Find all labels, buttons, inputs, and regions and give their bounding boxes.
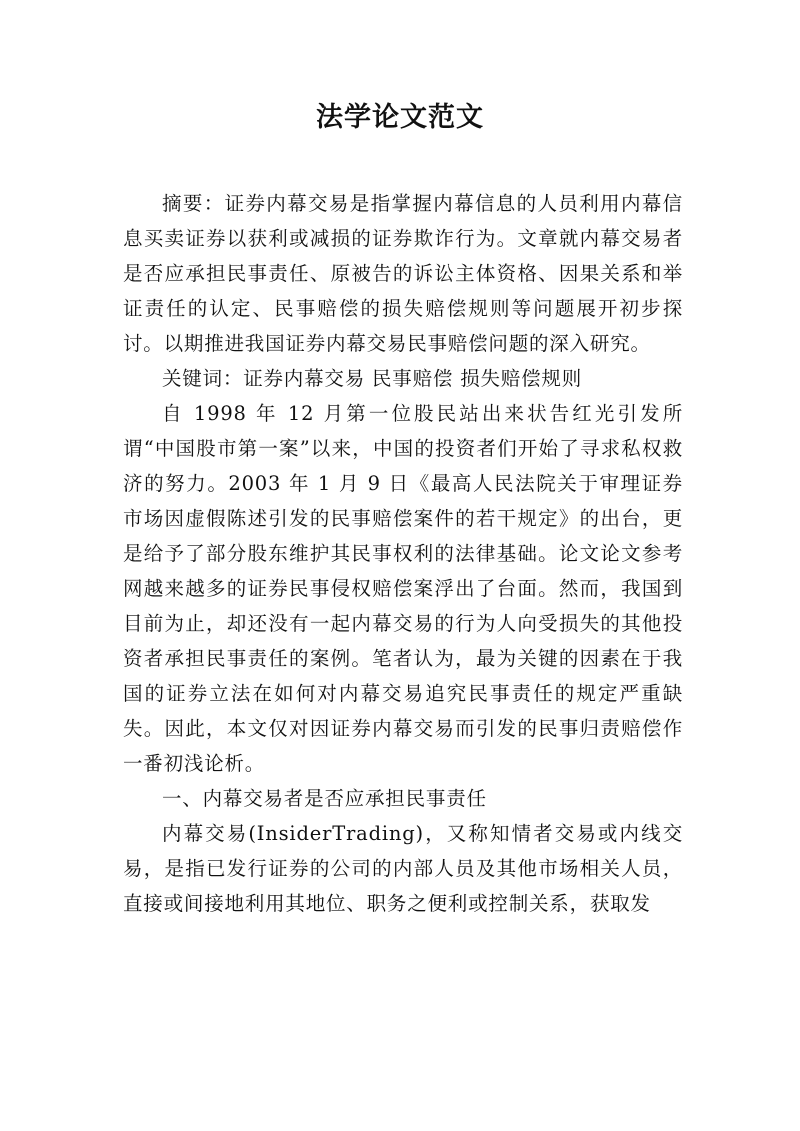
keywords-paragraph: 关键词：证券内幕交易 民事赔偿 损失赔偿规则	[162, 367, 582, 390]
abstract-paragraph: 摘要：证券内幕交易是指掌握内幕信息的人员利用内幕信息买卖证券以获利或减损的证券欺诈行为。文章就内幕交易者是否应承担民事责任、原被告的诉讼主体资格、因果关系和举证责任的认定、民事赔偿的损失赔偿规则等问题展开初步探讨。以期推进我国证券内幕交易民事赔偿问题的深入研究。	[123, 192, 683, 355]
document-title: 法学论文范文	[316, 102, 484, 133]
section-paragraph: 内幕交易(InsiderTrading)，又称知情者交易或内线交易，是指已发行证券的公司的内部人员及其他市场相关人员，直接或间接地利用其地位、职务之便利或控制关系，获取发	[123, 822, 683, 915]
section-heading: 一、内幕交易者是否应承担民事责任	[162, 787, 487, 810]
intro-paragraph: 自 1998 年 12 月第一位股民站出来状告红光引发所谓“中国股市第一案”以来，中国的投资者们开始了寻求私权救济的努力。2003 年 1 月 9 日《最高人民法院关于审理证券市场因虚假陈述引发的民事赔偿案件的若干规定》的出台，更是给予了部分股东维护其民事权利的法律基础。论文论文参考网越来越多的证券民事侵权赔偿案浮出了台面。然而，我国到目前为止，却还没有一起内幕交易的行为人向受损失的其他投资者承担民事责任的案例。笔者认为，最为关键的因素在于我国的证券立法在如何对内幕交易追究民事责任的规定严重缺失。因此，本文仅对因证券内幕交易而引发的民事归责赔偿作一番初浅论析。	[123, 402, 683, 775]
document-body	[123, 186, 683, 921]
